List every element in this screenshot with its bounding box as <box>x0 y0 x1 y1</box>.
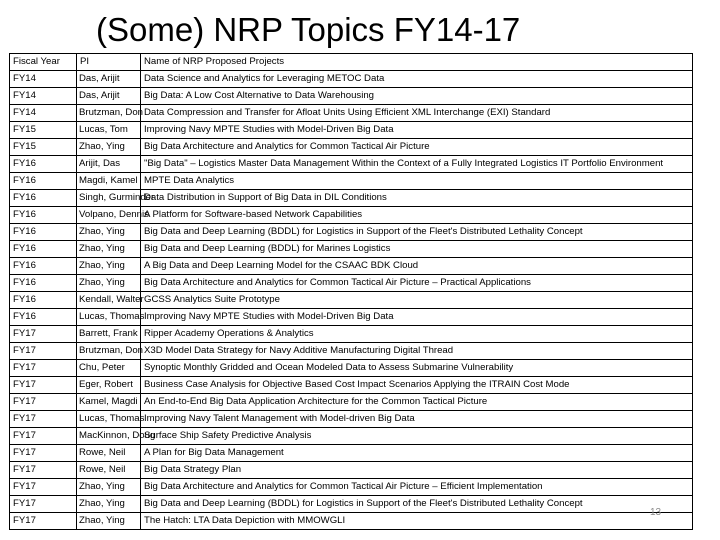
table-body <box>10 71 693 530</box>
table-row <box>10 88 693 105</box>
cell-fiscal-year: FY16 <box>10 190 77 207</box>
table-row <box>10 224 693 241</box>
cell-project-name: The Hatch: LTA Data Depiction with MMOWGLI <box>141 513 693 530</box>
cell-pi: Lucas, Tom <box>77 122 141 139</box>
cell-project-name: Improving Navy MPTE Studies with Model-Driven Big Data <box>141 309 693 326</box>
cell-project-name: Ripper Academy Operations & Analytics <box>141 326 693 343</box>
table-row <box>10 258 693 275</box>
table-row <box>10 479 693 496</box>
cell-fiscal-year: FY16 <box>10 207 77 224</box>
table-row <box>10 343 693 360</box>
table-row <box>10 156 693 173</box>
cell-fiscal-year: FY17 <box>10 377 77 394</box>
cell-pi: Das, Arijit <box>77 71 141 88</box>
table-row <box>10 394 693 411</box>
cell-pi: Zhao, Ying <box>77 513 141 530</box>
cell-fiscal-year: FY16 <box>10 258 77 275</box>
cell-project-name: Synoptic Monthly Gridded and Ocean Modeled Data to Assess Submarine Vulnerability <box>141 360 693 377</box>
table-row <box>10 496 693 513</box>
cell-pi: Eger, Robert <box>77 377 141 394</box>
cell-fiscal-year: FY17 <box>10 360 77 377</box>
table-row <box>10 105 693 122</box>
cell-project-name: Improving Navy Talent Management with Model-driven Big Data <box>141 411 693 428</box>
cell-pi: MacKinnon, Doug <box>77 428 141 445</box>
cell-pi: Lucas, Thomas <box>77 309 141 326</box>
cell-fiscal-year: FY17 <box>10 428 77 445</box>
table-row <box>10 173 693 190</box>
cell-project-name: Big Data Architecture and Analytics for Common Tactical Air Picture <box>141 139 693 156</box>
cell-fiscal-year: FY16 <box>10 241 77 258</box>
cell-pi: Barrett, Frank <box>77 326 141 343</box>
table-row <box>10 309 693 326</box>
cell-pi: Magdi, Kamel <box>77 173 141 190</box>
cell-fiscal-year: FY17 <box>10 479 77 496</box>
page-number: 13 <box>650 507 662 518</box>
table-row <box>10 207 693 224</box>
cell-fiscal-year: FY16 <box>10 224 77 241</box>
cell-project-name: Big Data Architecture and Analytics for Common Tactical Air Picture – Efficient Implementation <box>141 479 693 496</box>
cell-fiscal-year: FY17 <box>10 394 77 411</box>
cell-project-name: Big Data Architecture and Analytics for Common Tactical Air Picture – Practical Applications <box>141 275 693 292</box>
cell-project-name: Improving Navy MPTE Studies with Model-Driven Big Data <box>141 122 693 139</box>
cell-fiscal-year: FY17 <box>10 513 77 530</box>
cell-pi: Lucas, Thomas <box>77 411 141 428</box>
cell-pi: Zhao, Ying <box>77 139 141 156</box>
cell-fiscal-year: FY14 <box>10 71 77 88</box>
cell-fiscal-year: FY16 <box>10 292 77 309</box>
cell-project-name: A Plan for Big Data Management <box>141 445 693 462</box>
cell-project-name: MPTE Data Analytics <box>141 173 693 190</box>
cell-project-name: A Big Data and Deep Learning Model for the CSAAC BDK Cloud <box>141 258 693 275</box>
cell-fiscal-year: FY16 <box>10 173 77 190</box>
table-row <box>10 122 693 139</box>
table-row <box>10 411 693 428</box>
cell-project-name: Big Data: A Low Cost Alternative to Data Warehousing <box>141 88 693 105</box>
table-row <box>10 190 693 207</box>
cell-project-name: Surface Ship Safety Predictive Analysis <box>141 428 693 445</box>
slide-title: (Some) NRP Topics FY14-17 <box>96 11 521 48</box>
table-row <box>10 428 693 445</box>
cell-pi: Zhao, Ying <box>77 479 141 496</box>
cell-pi: Zhao, Ying <box>77 496 141 513</box>
table-header-row <box>10 54 693 71</box>
cell-pi: Arijit, Das <box>77 156 141 173</box>
cell-project-name: Data Compression and Transfer for Afloat Units Using Efficient XML Interchange (EXI) Standard <box>141 105 693 122</box>
table-row <box>10 139 693 156</box>
table-row <box>10 292 693 309</box>
cell-fiscal-year: FY17 <box>10 343 77 360</box>
cell-pi: Zhao, Ying <box>77 224 141 241</box>
cell-project-name: Data Distribution in Support of Big Data in DIL Conditions <box>141 190 693 207</box>
cell-fiscal-year: FY16 <box>10 309 77 326</box>
cell-project-name: "Big Data" – Logistics Master Data Management Within the Context of a Fully Integrated Logistics IT Portfolio Environment <box>141 156 693 173</box>
cell-fiscal-year: FY16 <box>10 275 77 292</box>
cell-fiscal-year: FY15 <box>10 139 77 156</box>
cell-project-name: Business Case Analysis for Objective Based Cost Impact Scenarios Applying the ITRAIN Cost Mode <box>141 377 693 394</box>
cell-pi: Zhao, Ying <box>77 275 141 292</box>
cell-project-name: Big Data Strategy Plan <box>141 462 693 479</box>
header-pi: PI <box>77 54 141 71</box>
cell-project-name: X3D Model Data Strategy for Navy Additive Manufacturing Digital Thread <box>141 343 693 360</box>
cell-fiscal-year: FY17 <box>10 445 77 462</box>
table-row <box>10 462 693 479</box>
cell-pi: Chu, Peter <box>77 360 141 377</box>
table-row <box>10 377 693 394</box>
cell-fiscal-year: FY17 <box>10 496 77 513</box>
cell-fiscal-year: FY15 <box>10 122 77 139</box>
cell-fiscal-year: FY17 <box>10 411 77 428</box>
cell-fiscal-year: FY17 <box>10 326 77 343</box>
table-row <box>10 71 693 88</box>
cell-fiscal-year: FY14 <box>10 105 77 122</box>
cell-pi: Kamel, Magdi <box>77 394 141 411</box>
cell-pi: Das, Arijit <box>77 88 141 105</box>
header-fiscal-year: Fiscal Year <box>10 54 77 71</box>
cell-project-name: A Platform for Software-based Network Capabilities <box>141 207 693 224</box>
cell-pi: Rowe, Neil <box>77 462 141 479</box>
table-row <box>10 445 693 462</box>
cell-project-name: Data Science and Analytics for Leveraging METOC Data <box>141 71 693 88</box>
nrp-topics-table-container <box>9 53 692 530</box>
nrp-topics-table <box>9 53 693 530</box>
cell-pi: Zhao, Ying <box>77 241 141 258</box>
cell-project-name: Big Data and Deep Learning (BDDL) for Logistics in Support of the Fleet's Distributed Lethality Concept <box>141 496 693 513</box>
cell-fiscal-year: FY14 <box>10 88 77 105</box>
table-row <box>10 513 693 530</box>
cell-project-name: An End-to-End Big Data Application Architecture for the Common Tactical Picture <box>141 394 693 411</box>
cell-pi: Volpano, Dennis <box>77 207 141 224</box>
cell-project-name: Big Data and Deep Learning (BDDL) for Marines Logistics <box>141 241 693 258</box>
header-project-name: Name of NRP Proposed Projects <box>141 54 693 71</box>
table-row <box>10 275 693 292</box>
table-row <box>10 326 693 343</box>
cell-fiscal-year: FY17 <box>10 462 77 479</box>
cell-pi: Kendall, Walter <box>77 292 141 309</box>
table-row <box>10 241 693 258</box>
cell-fiscal-year: FY16 <box>10 156 77 173</box>
cell-pi: Singh, Gurminder <box>77 190 141 207</box>
table-row <box>10 360 693 377</box>
cell-pi: Brutzman, Don <box>77 105 141 122</box>
cell-project-name: Big Data and Deep Learning (BDDL) for Logistics in Support of the Fleet's Distributed Lethality Concept <box>141 224 693 241</box>
cell-project-name: GCSS Analytics Suite Prototype <box>141 292 693 309</box>
cell-pi: Brutzman, Don <box>77 343 141 360</box>
cell-pi: Rowe, Neil <box>77 445 141 462</box>
cell-pi: Zhao, Ying <box>77 258 141 275</box>
